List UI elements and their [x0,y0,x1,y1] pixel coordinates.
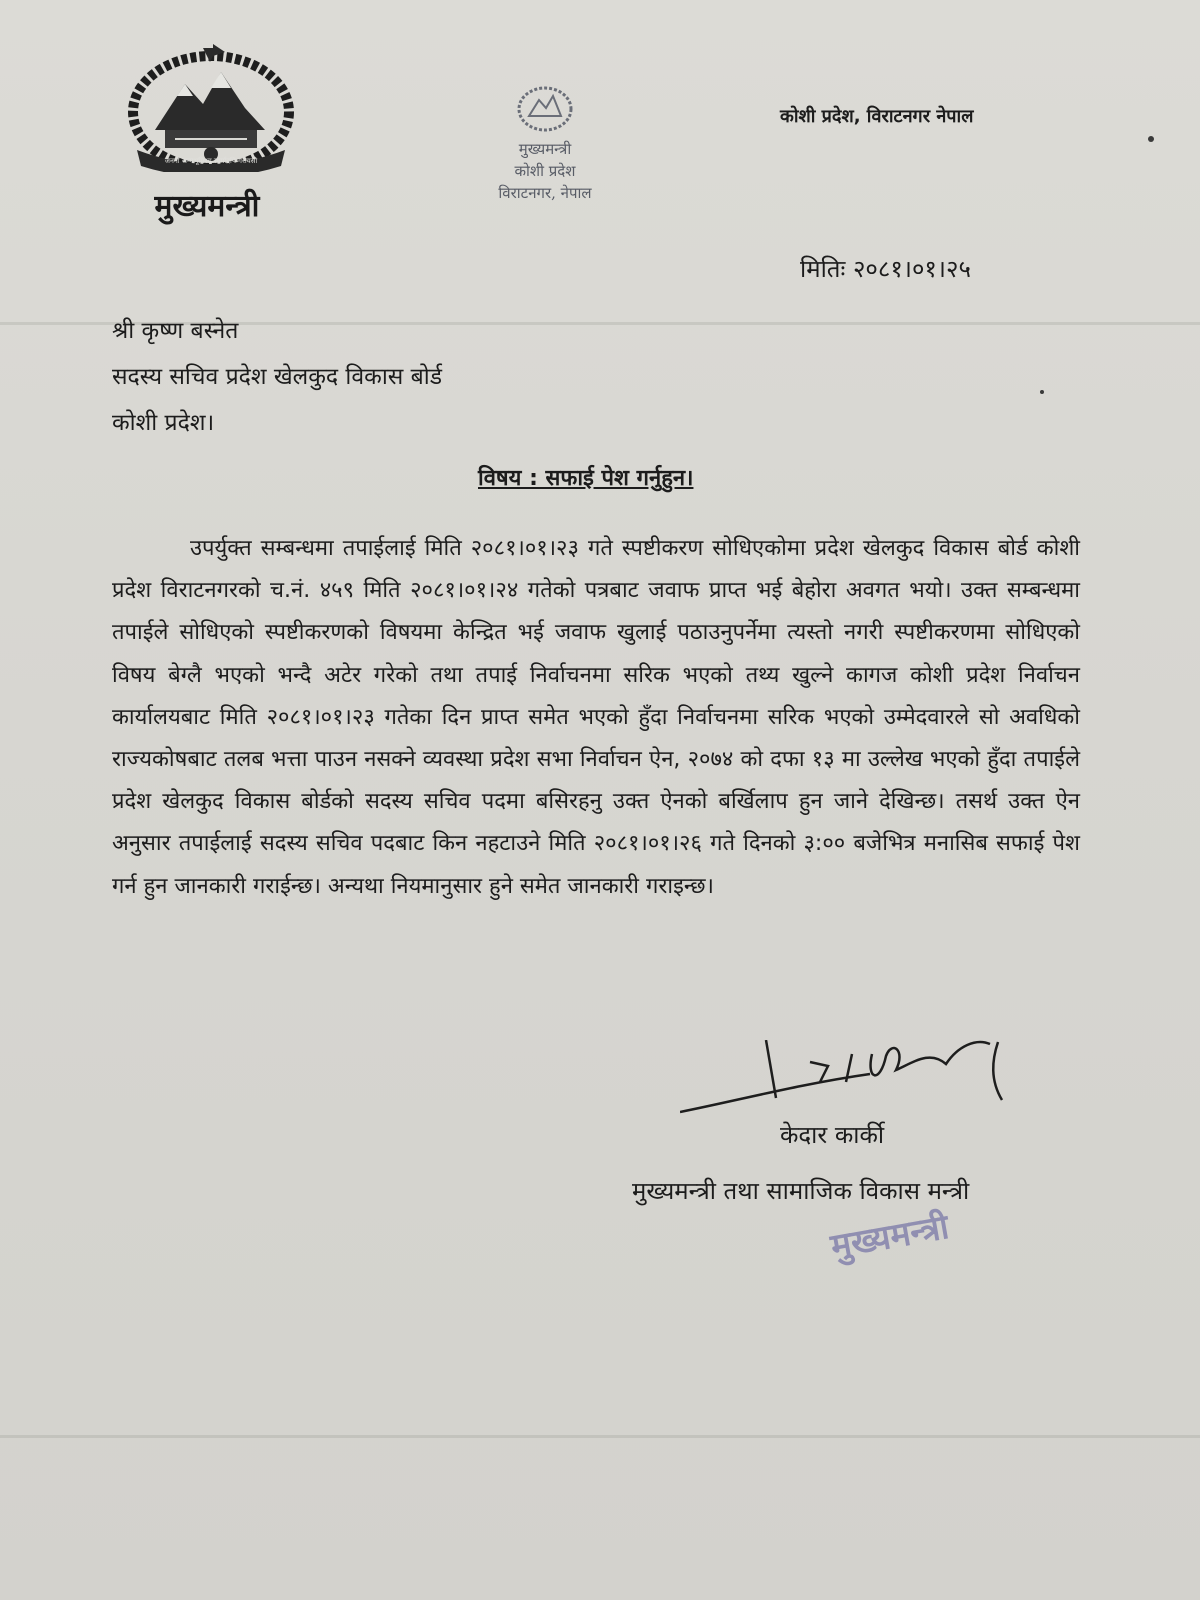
signer-name: केदार कार्की [780,1121,885,1149]
recipient-designation: सदस्य सचिव प्रदेश खेलकुद विकास बोर्ड [112,364,443,390]
stamp-line: विराटनगर, नेपाल [498,184,592,202]
paper-fold [0,1435,1200,1438]
letter-subject: विषय : सफाई पेश गर्नुहुन। [478,466,694,491]
ink-dot [1148,136,1154,142]
stamp-emblem-icon [515,84,575,134]
ink-dot [1040,390,1044,394]
office-address: कोशी प्रदेश, विराटनगर नेपाल [780,106,974,127]
recipient-block [112,308,442,446]
recipient-name: श्री कृष्ण बस्नेत [112,318,239,344]
signer-title: मुख्यमन्त्री तथा सामाजिक विकास मन्त्री [632,1177,970,1205]
emblem-motto: जननी जन्मभूमिश्च स्वर्गादपि गरीयसी [164,157,258,165]
nepal-emblem-icon [125,42,297,172]
signature-date: २०८१।०१।२५ [890,1054,895,1055]
letter-body: उपर्युक्त सम्बन्धमा तपाईलाई मिति २०८१।०१।२३ गते स्पष्टीकरण सोधिएकोमा प्रदेश खेलकुद विकास बोर्ड कोशी प्रदेश विराटनगरको च.नं. ४५९ मिति २०८१।०१।२४ गतेको पत्रबाट जवाफ प्राप्त भई बेहोरा अवगत भयो। उक्त सम्बन्धमा तपाईले सोधिएको स्पष्टीकरणको विषयमा केन्द्रित भई जवाफ खुलाई पठाउनुपर्नेमा त्यस्तो नगरी स्पष्टीकरणमा सोधिएको विषय बेग्लै भएको भन्दै अटेर गरेको तथा तपाई निर्वाचनमा सरिक भएको तथ्य खुल्ने कागज कोशी प्रदेश निर्वाचन कार्यालयबाट मिति २०८१।०१।२३ गतेका दिन प्राप्त समेत भएको हुँदा निर्वाचनमा सरिक भएको उम्मेदवारले सो अवधिको राज्यकोषबाट तलब भत्ता पाउन नसक्ने व्यवस्था प्रदेश सभा निर्वाचन ऐन, २०७४ को दफा १३ मा उल्लेख भएको हुँदा तपाईले प्रदेश खेलकुद विकास बोर्डको सदस्य सचिव पदमा बसिरहनु उक्त ऐनको बर्खिलाप हुन जाने देखिन्छ। तसर्थ उक्त ऐन अनुसार तपाईलाई सदस्य सचिव पदबाट किन नहटाउने मिति २०८१।०१।२६ गते दिनको ३:०० बजेभित्र मनासिब सफाई पेश गर्न हुन जानकारी गराईन्छ। अन्यथा नियमानुसार हुने समेत जानकारी गराइन्छ। [112,536,1080,899]
letter-date: मितिः २०८१।०१।२५ [800,255,971,283]
official-seal-stamp: मुख्यमन्त्री [827,1206,952,1267]
office-stamp [470,84,620,204]
stamp-line: कोशी प्रदेश [514,162,576,180]
office-label: मुख्यमन्त्री [154,189,260,224]
recipient-province: कोशी प्रदेश। [112,410,215,436]
stamp-line: मुख्यमन्त्री [518,140,572,158]
